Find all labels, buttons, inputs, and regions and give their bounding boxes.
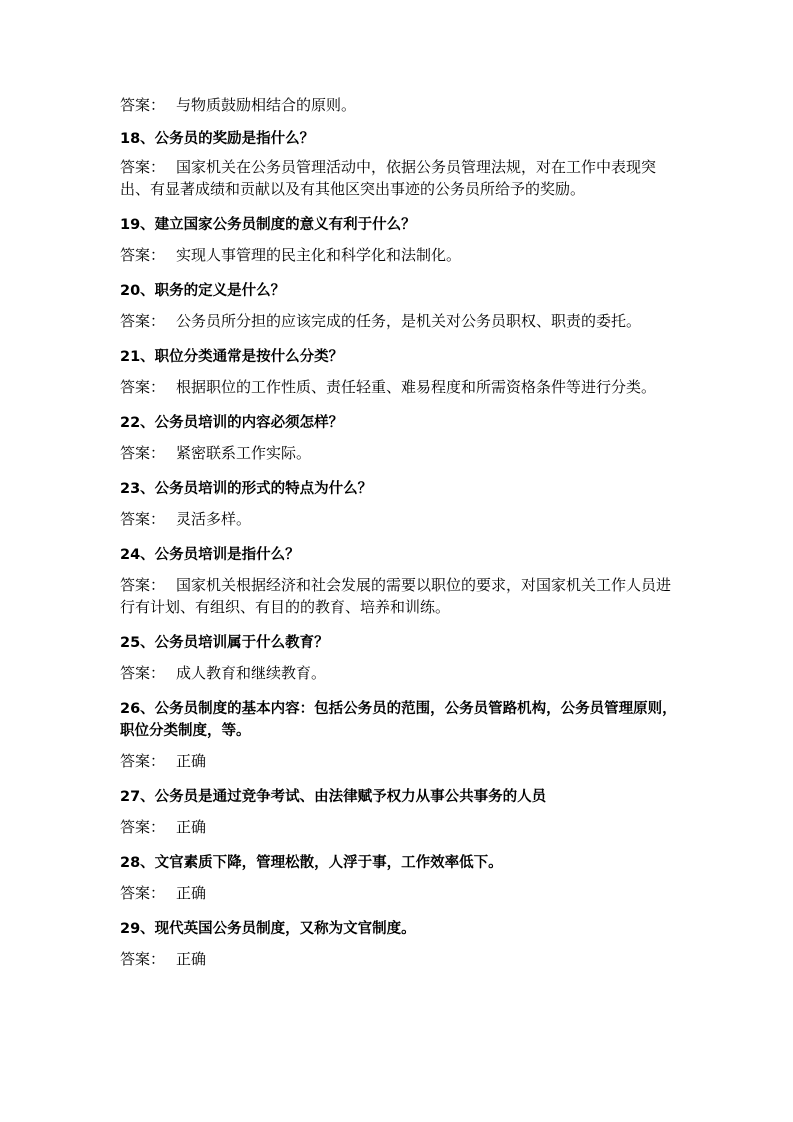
document-page [120,94,680,970]
answer-text: 成人教育和继续教育。 [176,664,327,682]
answer-21 [120,376,680,398]
answer-label: 答案： [120,576,166,594]
answer-28 [120,882,680,904]
answer-label: 答案： [120,818,166,836]
answer-label: 答案： [120,664,166,682]
answer-25 [120,662,680,684]
qa-item-26 [120,698,680,772]
question-27: 27、公务员是通过竞争考试、由法律赋予权力从事公共事务的人员 [120,789,547,805]
question-19: 19、建立国家公务员制度的意义有利于什么？ [120,217,416,233]
answer-label: 答案： [120,510,166,528]
qa-item-24 [120,544,680,618]
question-25: 25、公务员培训属于什么教育？ [120,635,329,651]
qa-item-20 [120,280,680,332]
answer-text: 国家机关在公务员管理活动中，依据公务员管理法规，对在工作中表现突出、有显著成绩和贡献以及有其他区突出事迹的公务员所给予的奖励。 [120,158,657,198]
answer-text: 根据职位的工作性质、责任轻重、难易程度和所需资格条件等进行分类。 [176,378,657,396]
answer-text: 灵活多样。 [176,510,252,528]
question-18: 18、公务员的奖励是指什么？ [120,131,315,147]
answer-label: 答案： [120,444,166,462]
answer-17 [120,94,680,116]
answer-text: 实现人事管理的民主化和科学化和法制化。 [176,246,462,264]
question-20: 20、职务的定义是什么？ [120,283,286,299]
question-26: 26、公务员制度的基本内容：包括公务员的范围，公务员管路机构，公务员管理原则，职位分类制度，等。 [120,701,677,739]
answer-text: 公务员所分担的应该完成的任务，是机关对公务员职权、职责的委托。 [176,312,642,330]
answer-label: 答案： [120,884,166,902]
question-29: 29、现代英国公务员制度，又称为文官制度。 [120,921,416,937]
question-23: 23、公务员培训的形式的特点为什么？ [120,481,373,497]
qa-item-21 [120,346,680,398]
qa-item-22 [120,412,680,464]
qa-item-18 [120,128,680,200]
answer-19 [120,244,680,266]
question-28: 28、文官素质下降，管理松散，人浮于事，工作效率低下。 [120,855,503,871]
answer-label: 答案： [120,950,166,968]
answer-text: 国家机关根据经济和社会发展的需要以职位的要求，对国家机关工作人员进行有计划、有组织、有目的的教育、培养和训练。 [120,576,672,616]
answer-text: 正确 [176,752,207,770]
answer-29 [120,948,680,970]
answer-text: 正确 [176,884,207,902]
answer-label: 答案： [120,246,166,264]
qa-item-29 [120,918,680,970]
question-21: 21、职位分类通常是按什么分类？ [120,349,344,365]
qa-item-19 [120,214,680,266]
answer-label: 答案： [120,312,166,330]
qa-item-23 [120,478,680,530]
qa-item-25 [120,632,680,684]
question-24: 24、公务员培训是指什么？ [120,547,300,563]
answer-text: 与物质鼓励相结合的原则。 [176,96,357,114]
answer-20 [120,310,680,332]
answer-label: 答案： [120,96,166,114]
answer-label: 答案： [120,752,166,770]
qa-item-28 [120,852,680,904]
answer-24 [120,574,680,618]
answer-text: 正确 [176,818,207,836]
answer-text: 正确 [176,950,207,968]
answer-label: 答案： [120,378,166,396]
qa-item-27 [120,786,680,838]
answer-18 [120,156,680,200]
answer-text: 紧密联系工作实际。 [176,444,312,462]
answer-22 [120,442,680,464]
answer-26 [120,750,680,772]
question-22: 22、公务员培训的内容必须怎样？ [120,415,344,431]
answer-27 [120,816,680,838]
answer-label: 答案： [120,158,166,176]
answer-23 [120,508,680,530]
